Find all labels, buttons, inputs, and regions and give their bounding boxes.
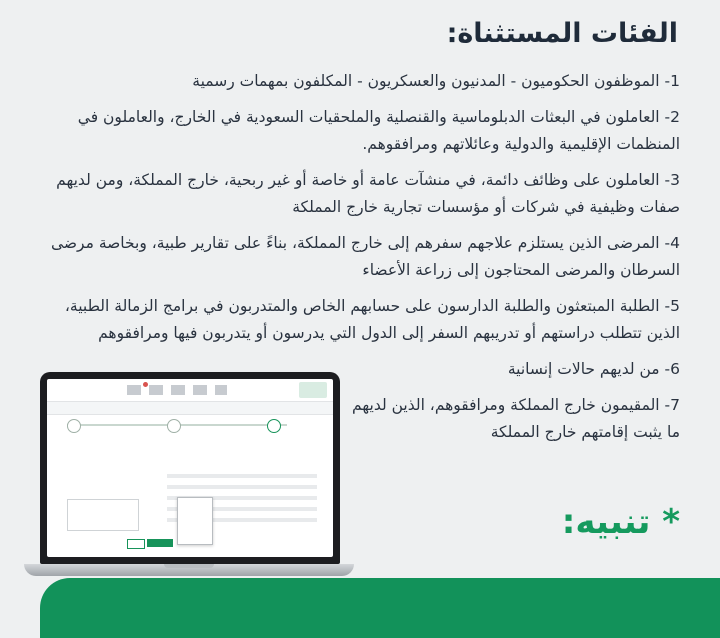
list-item: 7- المقيمون خارج المملكة ومرافقوهم، الذين لديهم ما يثبت إقامتهم خارج المملكة (352, 396, 680, 441)
screen-header (47, 379, 333, 402)
laptop-illustration (24, 372, 354, 590)
list-item: 2- العاملون في البعثات الدبلوماسية والقنصلية والملحقيات السعودية في الخارج، والعاملون في المنظمات الإقليمية والدولية وعائلاتهم ومرافقوهم. (77, 108, 680, 153)
laptop-screen (47, 379, 333, 557)
screen-back-button (127, 539, 145, 549)
screen-submit-button (147, 539, 173, 547)
step-icon (67, 419, 81, 433)
note-heading: * تنبيه: (561, 502, 680, 542)
footer-green-bar (40, 578, 720, 638)
list-item: 6- من لديهم حالات إنسانية (507, 360, 680, 378)
list-item: 1- الموظفون الحكوميون - المدنيون والعسكريون - المكلفون بمهمات رسمية (192, 72, 680, 90)
step-icon (167, 419, 181, 433)
laptop-notch (164, 564, 214, 568)
screen-nav (127, 385, 227, 395)
list-item: 4- المرضى الذين يستلزم علاجهم سفرهم إلى خارج المملكة، بناءً على تقارير طبية، وبخاصة مرضى السرطان والمرضى المحتاجون إلى زراعة الأعضاء (50, 234, 680, 279)
screen-dropdown (177, 497, 213, 545)
list-item: 3- العاملون على وظائف دائمة، في منشآت عامة أو خاصة أو غير ربحية، خارج المملكة، ومن لديهم صفات وظيفية في شركات أو مؤسسات تجارية خارج المملكة (56, 171, 680, 216)
laptop-lid (40, 372, 340, 564)
list-item: 5- الطلبة المبتعثون والطلبة الدارسون على حسابهم الخاص والمتدربون في برامج الزمالة الطبية، الذين تتطلب دراستهم أو تدريبهم السفر إلى الدول التي يدرسون أو يتدربون فيها ومرافقوهم (64, 297, 680, 342)
alert-dot-icon (143, 382, 148, 387)
screen-stepper (67, 424, 287, 426)
screen-tabs (47, 402, 333, 415)
screen-textarea (67, 499, 139, 531)
logo-icon (299, 382, 327, 398)
step-icon (267, 419, 281, 433)
page-title: الفئات المستثناة: (446, 18, 678, 49)
